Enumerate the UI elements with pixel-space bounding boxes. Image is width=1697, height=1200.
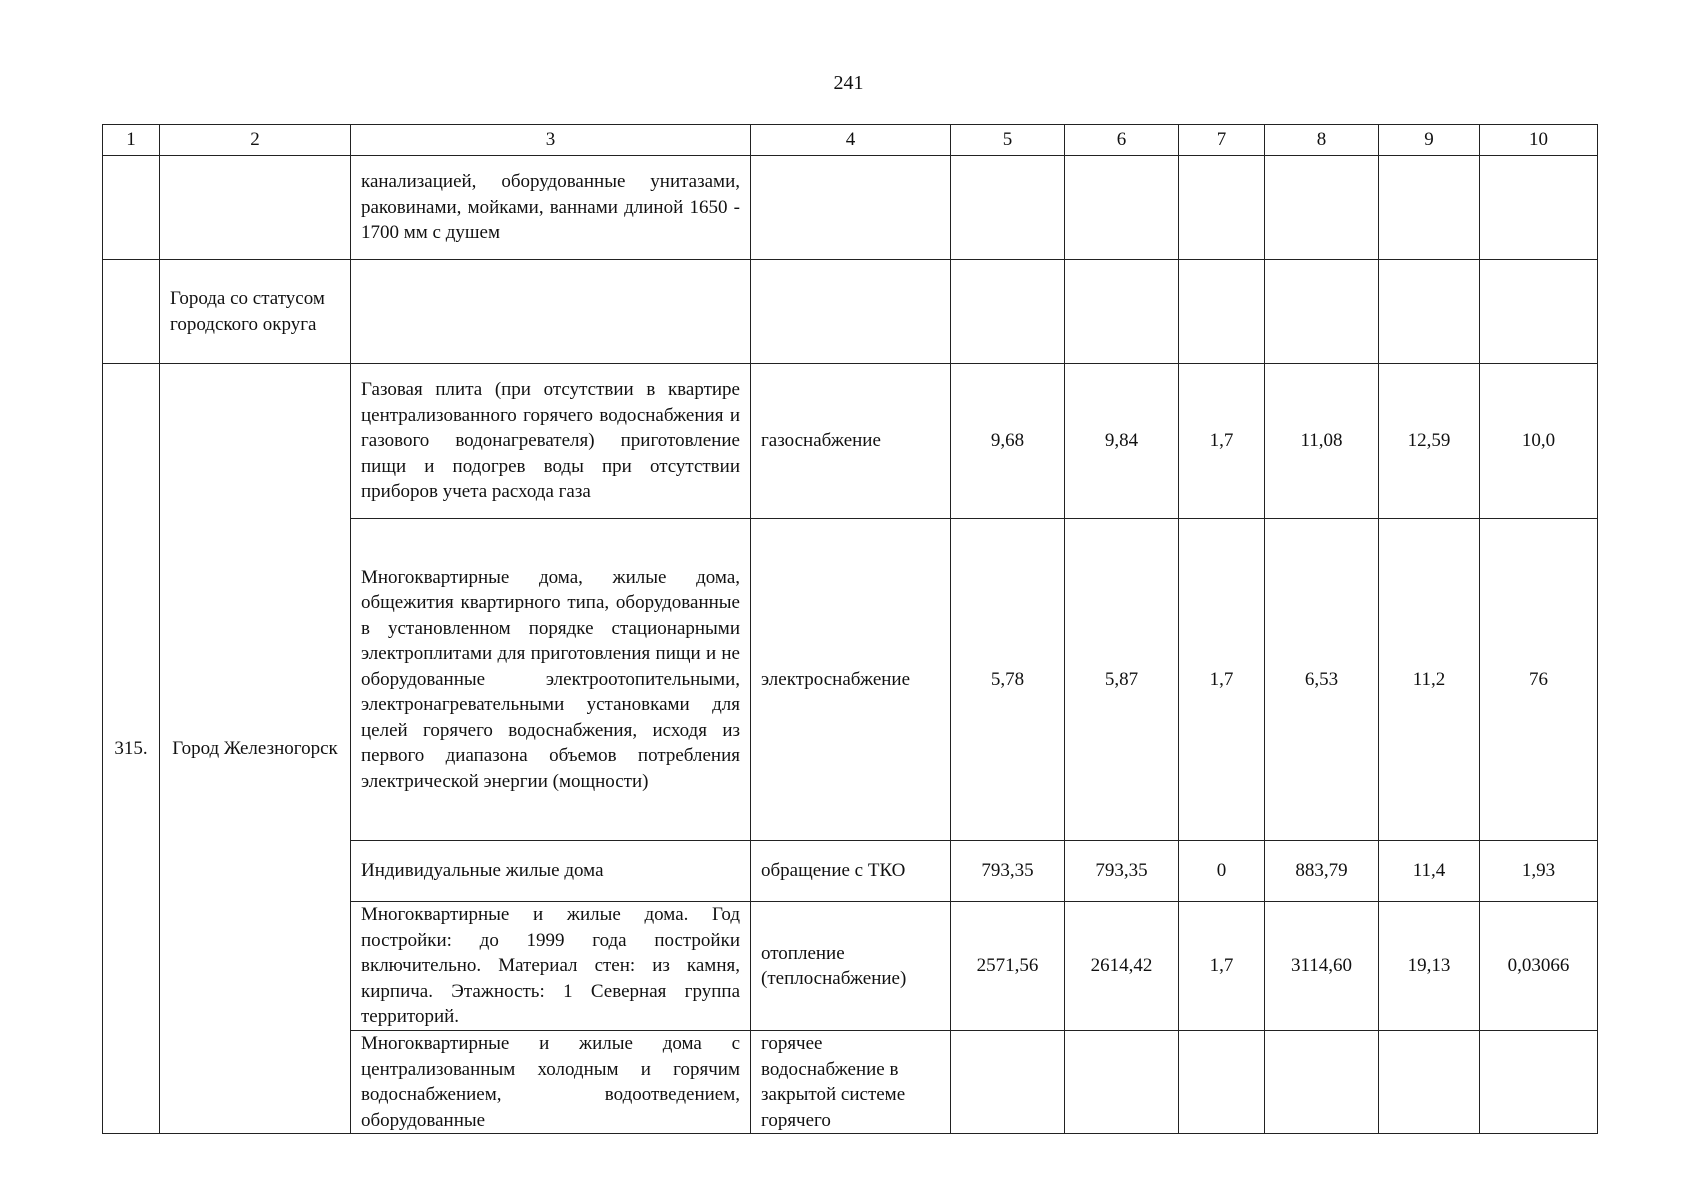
table-row-section (103, 260, 1598, 364)
header-cell: 7 (1179, 125, 1265, 156)
description-cell: Многоквартирные и жилые дома с централизованным холодным и горячим водоснабжением, водоотведением, оборудованные (351, 1031, 751, 1134)
value-cell: 1,93 (1480, 841, 1598, 902)
header-cell: 10 (1480, 125, 1598, 156)
header-cell: 5 (951, 125, 1065, 156)
empty-cell (951, 260, 1065, 364)
value-cell: 2571,56 (951, 902, 1065, 1031)
value-cell: 1,7 (1179, 902, 1265, 1031)
service-cell: газоснабжение (751, 364, 951, 519)
empty-cell (351, 260, 751, 364)
description-cell: Многоквартирные и жилые дома. Год постройки: до 1999 года постройки включительно. Материал стен: из камня, кирпича. Этажность: 1 Северная группа территорий. (351, 902, 751, 1031)
value-cell: 883,79 (1265, 841, 1379, 902)
municipality-name: Город Железногорск (160, 364, 351, 1134)
service-cell: горячее водоснабжение в закрытой системе горячего (751, 1031, 951, 1134)
value-cell: 11,4 (1379, 841, 1480, 902)
description-cell: канализацией, оборудованные унитазами, раковинами, мойками, ваннами длиной 1650 - 1700 мм с душем (351, 156, 751, 260)
value-cell: 19,13 (1379, 902, 1480, 1031)
value-cell (951, 1031, 1065, 1134)
empty-cell (1065, 156, 1179, 260)
table-row-continuation (103, 156, 1598, 260)
header-cell: 2 (160, 125, 351, 156)
value-cell: 1,7 (1179, 364, 1265, 519)
table-row (103, 364, 1598, 519)
empty-cell (1265, 260, 1379, 364)
empty-cell (103, 260, 160, 364)
value-cell: 9,84 (1065, 364, 1179, 519)
value-cell: 0 (1179, 841, 1265, 902)
table-header-row (103, 125, 1598, 156)
empty-cell (160, 156, 351, 260)
value-cell: 5,78 (951, 519, 1065, 841)
header-cell: 6 (1065, 125, 1179, 156)
empty-cell (751, 260, 951, 364)
header-cell: 8 (1265, 125, 1379, 156)
value-cell (1065, 1031, 1179, 1134)
empty-cell (1480, 156, 1598, 260)
page-number: 241 (833, 72, 864, 94)
service-cell: отопление (теплоснабжение) (751, 902, 951, 1031)
service-cell: электроснабжение (751, 519, 951, 841)
empty-cell (751, 156, 951, 260)
value-cell: 6,53 (1265, 519, 1379, 841)
value-cell: 1,7 (1179, 519, 1265, 841)
row-number: 315. (103, 364, 160, 1134)
value-cell: 3114,60 (1265, 902, 1379, 1031)
value-cell: 12,59 (1379, 364, 1480, 519)
empty-cell (1379, 156, 1480, 260)
value-cell: 76 (1480, 519, 1598, 841)
header-cell: 4 (751, 125, 951, 156)
empty-cell (1179, 260, 1265, 364)
description-cell: Многоквартирные дома, жилые дома, общежития квартирного типа, оборудованные в установленном порядке стационарными электроплитами для приготовления пищи и не оборудованные электроотопительными, электронагревательными установками для целей горячего водоснабжения, исходя из первого диапазона объемов потребления электрической энергии (мощности) (351, 519, 751, 841)
empty-cell (103, 156, 160, 260)
value-cell (1179, 1031, 1265, 1134)
value-cell: 10,0 (1480, 364, 1598, 519)
empty-cell (1379, 260, 1480, 364)
value-cell: 0,03066 (1480, 902, 1598, 1031)
empty-cell (1065, 260, 1179, 364)
value-cell (1379, 1031, 1480, 1134)
header-cell: 9 (1379, 125, 1480, 156)
empty-cell (1265, 156, 1379, 260)
value-cell: 793,35 (951, 841, 1065, 902)
empty-cell (1179, 156, 1265, 260)
value-cell: 9,68 (951, 364, 1065, 519)
header-cell: 1 (103, 125, 160, 156)
description-cell: Газовая плита (при отсутствии в квартире централизованного горячего водоснабжения и газового водонагревателя) приготовление пищи и подогрев воды при отсутствии приборов учета расхода газа (351, 364, 751, 519)
empty-cell (1480, 260, 1598, 364)
empty-cell (951, 156, 1065, 260)
section-label: Города со статусом городского округа (160, 260, 351, 364)
value-cell: 11,08 (1265, 364, 1379, 519)
description-cell: Индивидуальные жилые дома (351, 841, 751, 902)
value-cell (1480, 1031, 1598, 1134)
tariff-table (102, 124, 1598, 1134)
header-cell: 3 (351, 125, 751, 156)
value-cell (1265, 1031, 1379, 1134)
value-cell: 11,2 (1379, 519, 1480, 841)
value-cell: 2614,42 (1065, 902, 1179, 1031)
value-cell: 793,35 (1065, 841, 1179, 902)
value-cell: 5,87 (1065, 519, 1179, 841)
service-cell: обращение с ТКО (751, 841, 951, 902)
